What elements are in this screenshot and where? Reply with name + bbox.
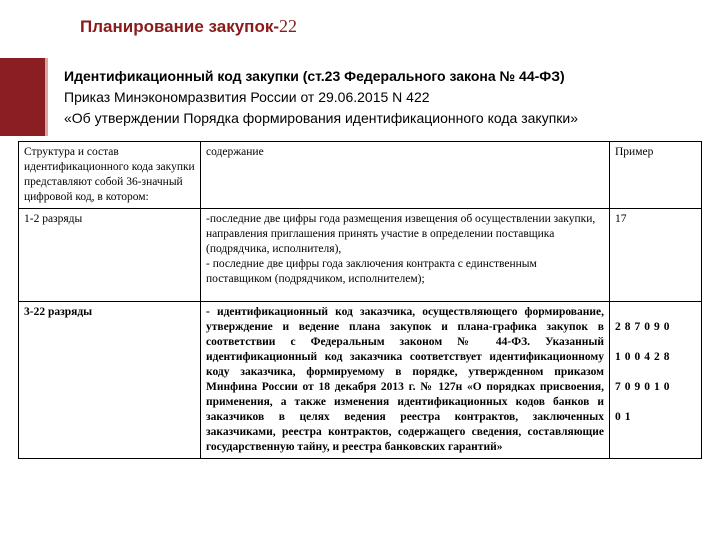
header-line-3: «Об утверждении Порядка формирования идентификационного кода закупки» <box>64 110 579 126</box>
table-header-example: Пример <box>610 142 702 209</box>
table-row <box>19 302 702 459</box>
row1-content-b: - последние две цифры года заключения контракта с единственным поставщиком (подрядчиком, исполнителем); <box>206 258 537 285</box>
accent-line <box>45 58 48 136</box>
row1-content <box>201 209 610 302</box>
slide-number: 22 <box>279 16 298 36</box>
accent-bar <box>0 58 45 136</box>
row2-content: - идентификационный код заказчика, осуществляющего формирование, утверждение и ведение плана закупок и плана-графика закупок в соответствии с Федеральным законом № 44-ФЗ. Указанный идентификационный код заказчика соответствует идентификационному коду заказчика, формируемому в порядке, утвержденном приказом Минфина России от 18 декабря 2013 г. № 127н «О порядках присвоения, применения, а также изменения идентификационных кодов банков и заказчиков в целях ведения реестра контрактов, заключенных заказчиками, реестра контрактов, содержащего сведения, составляющие государственную тайну, и реестра банковских гарантий» <box>201 302 610 459</box>
header-block <box>64 66 714 129</box>
slide-title-text: Планирование закупок- <box>80 17 280 36</box>
row2-example <box>610 302 702 459</box>
table-header-row <box>19 142 702 209</box>
header-line-2: Приказ Минэкономразвития России от 29.06.2015 N 422 <box>64 89 430 105</box>
table-header-content: содержание <box>201 142 610 209</box>
row2-example-line: 01 <box>615 411 635 423</box>
row1-digits: 1-2 разряды <box>19 209 201 302</box>
row1-example: 17 <box>610 209 702 302</box>
row2-example-line: 287090 <box>615 321 674 333</box>
table-row <box>19 209 702 302</box>
row2-digits: 3-22 разряды <box>19 302 201 459</box>
row2-example-line: 100428 <box>615 351 674 363</box>
ikz-structure-table <box>18 141 702 459</box>
table-header-structure: Структура и состав идентификационного кода закупки представляют собой 36-значный цифровой код, в котором: <box>19 142 201 209</box>
row2-example-line: 709010 <box>615 381 674 393</box>
header-line-1: Идентификационный код закупки (ст.23 Федерального закона № 44-ФЗ) <box>64 68 565 84</box>
row1-content-a: -последние две цифры года размещения извещения об осуществлении закупки, направления приглашения принять участие в определении поставщика (подрядчика, исполнителя), <box>206 213 596 255</box>
slide-title <box>80 16 297 37</box>
